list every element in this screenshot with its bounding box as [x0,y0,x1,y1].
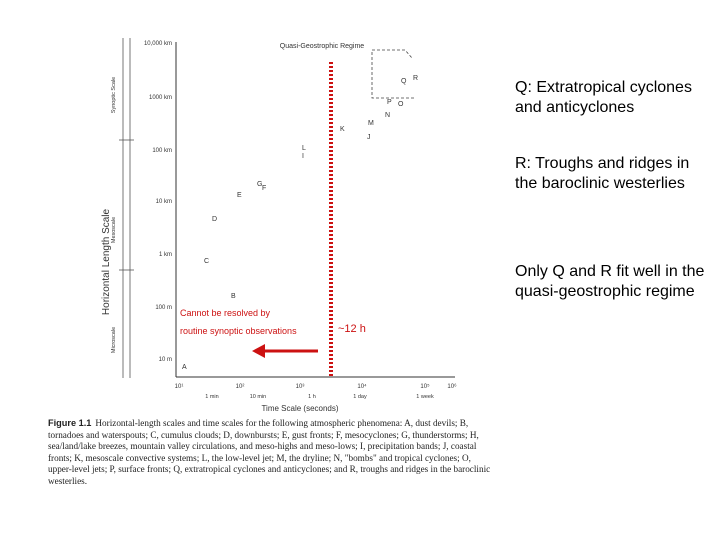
annotation-line-1: Cannot be resolved by [180,308,271,318]
regime-column-microscale: Microscale [111,326,117,354]
y-tick-100km: 100 km [152,148,172,154]
point-l: L [302,145,306,152]
left-arrow [252,344,318,358]
point-i: I [302,153,304,160]
caption-text: Horizontal-length scales and time scales for the following atmospheric phenomena: A, dust devils; B, tornadoes and waterspouts; C, cumulus clouds; D, downbursts; E, gust fronts; F, mesocyclones; G, thunderstorms; H, sea/land/lake breezes, mountain valley circulations, and meso-highs and meso-lows; I, precipitation bands; J, coastal fronts; K, mesoscale convective systems; L, the low-level jet; M, the dryline; N, "bombs" and tropical cyclones; O, upper-level jets; P, surface fronts; Q, extratropical cyclones and anticyclones; and R, troughs and ridges in the baroclinic westerlies. [48,418,491,486]
y-tick-10km: 10 km [155,199,172,205]
y-tick-1km: 1 km [158,252,172,258]
twelve-hour-label: ~12 h [338,323,366,335]
y-tick-100m: 100 m [155,305,172,311]
x-tick-1e1: 10¹ [174,384,184,390]
y-tick-10000km: 10,000 km [143,41,172,47]
x-tick-1e3: 10³ [295,384,305,390]
regime-leader [372,50,412,58]
regime-label: Quasi-Geostrophic Regime [279,43,365,50]
x-tick-1e2: 10² [235,384,245,390]
x-subtick-1min: 1 min [205,394,219,400]
y-tick-10m: 10 m [158,357,172,363]
x-subtick-10min: 10 min [249,394,267,400]
point-a: A [182,364,187,371]
point-f: F [262,185,267,192]
point-p: P [387,99,392,106]
point-d: D [212,216,218,223]
regime-column-mesoscale: Mesoscale [111,216,117,244]
point-j: J [367,134,371,141]
point-e: E [237,192,242,199]
point-k: K [340,126,345,133]
caption-title: Figure 1.1 [48,418,92,428]
point-r: R [413,75,419,82]
regime-column-synoptic: Synoptic Scale [111,76,117,114]
point-q: Q [401,78,407,85]
point-c: C [204,258,210,265]
figure-caption [48,418,493,488]
x-tick-1e4: 10⁴ [357,384,367,390]
note-fit: Only Q and R fit well in the quasi-geostrophic regime [515,263,705,300]
x-axis-title: Time Scale (seconds) [261,404,339,413]
point-b: B [231,293,236,300]
point-g: G [257,181,263,188]
y-tick-1000km: 1000 km [148,95,172,101]
x-subtick-1h: 1 h [308,394,316,400]
x-subtick-1day: 1 day [353,394,367,400]
note-r: R: Troughs and ridges in the baroclinic westerlies [515,155,690,192]
x-tick-1e6: 10⁶ [447,384,457,390]
annotation-line-2: routine synoptic observations [180,326,297,336]
regime-box [372,52,415,98]
point-o: O [398,101,404,108]
regime-bracket-lines [119,38,134,378]
y-axis-title: Horizontal Length Scale [101,208,112,316]
note-q: Q: Extratropical cyclones and anticyclones [515,79,692,116]
point-m: M [368,120,374,127]
point-n: N [385,112,391,119]
x-subtick-1week: 1 week [416,394,434,400]
x-tick-1e5: 10⁵ [420,384,430,390]
